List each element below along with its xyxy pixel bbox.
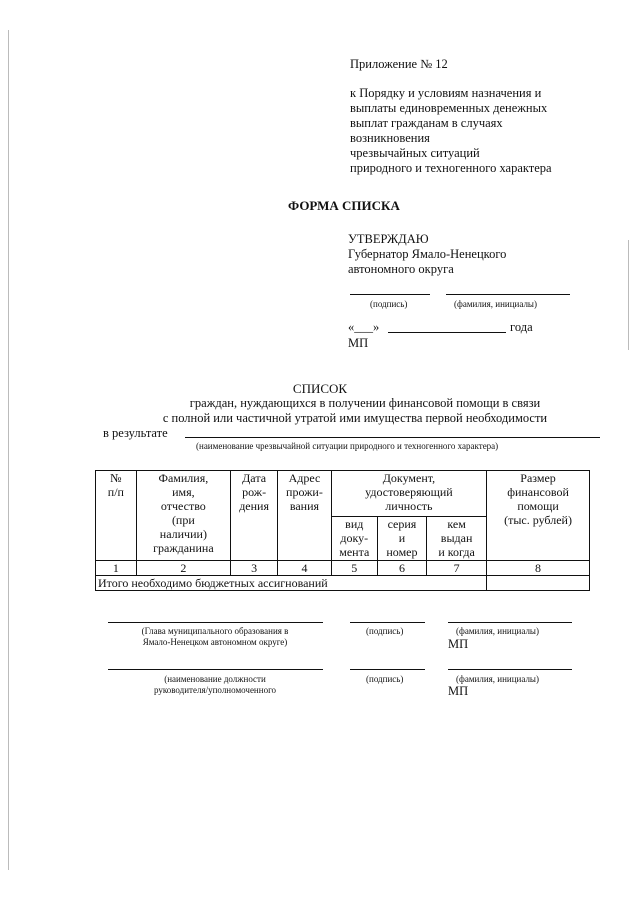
- sig1-name-label: (фамилия, инициалы): [456, 626, 539, 636]
- header-birth-date: Дата рож- дения: [231, 471, 278, 561]
- header-num: № п/п: [96, 471, 137, 561]
- column-numbers-row: [96, 561, 590, 576]
- sig1-role: (Глава муниципального образования в Ямало-Ненецком автономном округе): [141, 626, 289, 647]
- column-number: 3: [231, 561, 278, 576]
- approve-word: УТВЕРЖДАЮ: [348, 232, 429, 246]
- header-address: Адрес прожи- вания: [278, 471, 332, 561]
- approve-date-suffix: года: [510, 320, 533, 334]
- sig1-stamp: МП: [448, 637, 469, 651]
- sig2-stamp: МП: [448, 684, 469, 698]
- list-line: с полной или частичной утратой ими имущества первой необходимости: [162, 411, 548, 425]
- approve-signature-label: (подпись): [370, 299, 408, 309]
- list-situation-line: [185, 437, 600, 438]
- header-doc-series: серия и номер: [377, 517, 426, 561]
- approve-date-open: «___»: [348, 320, 380, 334]
- sig1-signature-label: (подпись): [366, 626, 404, 636]
- sig2-role: (наименование должности руководителя/уполномоченного: [153, 674, 277, 695]
- total-row: [96, 576, 590, 591]
- sig1-name-line: [448, 622, 572, 623]
- sig2-name-label: (фамилия, инициалы): [456, 674, 539, 684]
- column-number: 8: [487, 561, 590, 576]
- header-doc-type: вид доку- мента: [331, 517, 377, 561]
- approve-date-line: [388, 332, 506, 333]
- total-label: Итого необходимо бюджетных ассигнований: [96, 576, 487, 591]
- appendix-line: выплаты единовременных денежных: [350, 101, 548, 115]
- form-title: ФОРМА СПИСКА: [288, 198, 400, 213]
- sig2-name-line: [448, 669, 572, 670]
- sig2-signature-label: (подпись): [366, 674, 404, 684]
- column-number: 5: [331, 561, 377, 576]
- appendix-line: природного и техногенного характера: [350, 161, 552, 175]
- list-prefix: в результате: [103, 426, 168, 440]
- appendix-line: возникновения: [350, 131, 430, 145]
- appendix-line: выплат гражданам в случаях: [350, 116, 503, 130]
- scan-edge-right: [628, 240, 629, 350]
- citizens-table: [95, 470, 590, 591]
- appendix-line: чрезвычайных ситуаций: [350, 146, 480, 160]
- column-number: 7: [427, 561, 487, 576]
- appendix-line: к Порядку и условиям назначения и: [350, 86, 542, 100]
- column-number: 1: [96, 561, 137, 576]
- column-number: 2: [136, 561, 230, 576]
- sig2-signature-line: [350, 669, 425, 670]
- list-title: СПИСОК: [292, 381, 348, 396]
- column-number: 4: [278, 561, 332, 576]
- sig1-role-line: [108, 622, 323, 623]
- header-doc-issued: кем выдан и когда: [427, 517, 487, 561]
- list-caption: (наименование чрезвычайной ситуации природного и техногенного характера): [196, 441, 499, 451]
- header-document: Документ, удостоверяющий личность: [331, 471, 486, 517]
- approve-line: Губернатор Ямало-Ненецкого: [348, 247, 507, 261]
- list-line: граждан, нуждающихся в получении финансовой помощи в связи: [189, 396, 541, 410]
- header-name: Фамилия, имя, отчество (при наличии) гражданина: [136, 471, 230, 561]
- approve-line: автономного округа: [348, 262, 454, 276]
- appendix-block: [350, 57, 620, 176]
- header-amount: Размер финансовой помощи (тыс. рублей): [487, 471, 590, 561]
- approve-name-label: (фамилия, инициалы): [454, 299, 537, 309]
- total-value: [487, 576, 590, 591]
- approve-signature-line: [350, 294, 430, 295]
- sig1-signature-line: [350, 622, 425, 623]
- scan-edge-left: [8, 30, 9, 870]
- approve-name-line: [446, 294, 570, 295]
- appendix-title: Приложение № 12: [350, 57, 448, 71]
- column-number: 6: [377, 561, 426, 576]
- approve-block: [348, 232, 598, 277]
- approve-stamp: МП: [348, 336, 369, 350]
- sig2-role-line: [108, 669, 323, 670]
